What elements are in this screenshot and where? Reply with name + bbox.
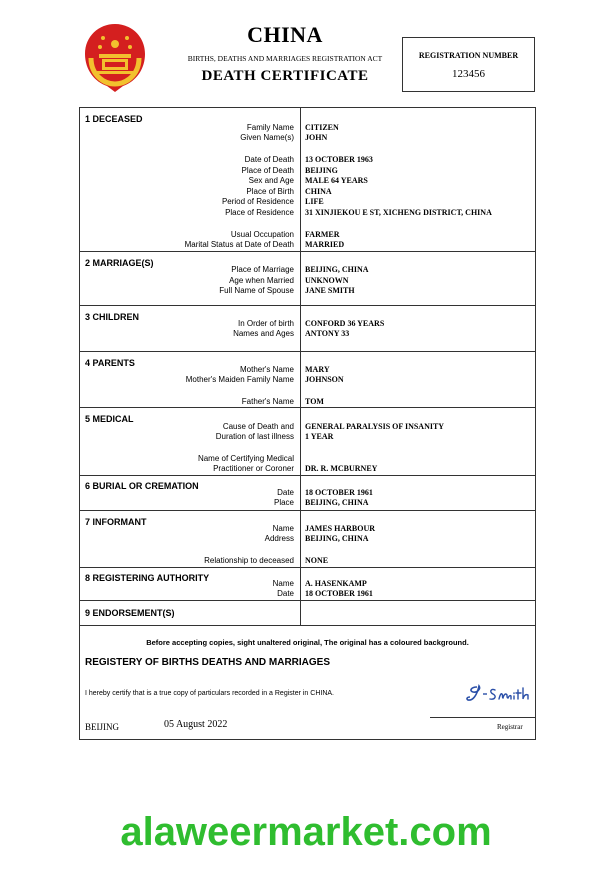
- field-value: BEIJING, CHINA: [305, 534, 369, 543]
- field-value: MARY: [305, 365, 330, 374]
- field-value: 13 OCTOBER 1963: [305, 155, 373, 164]
- field-row: [80, 497, 535, 508]
- field-label: Family Name: [246, 123, 294, 132]
- field-label: Given Name(s): [240, 133, 294, 142]
- registrar-label: Registrar: [497, 723, 523, 731]
- field-value: CITIZEN: [305, 123, 339, 132]
- field-value: BEIJING, CHINA: [305, 265, 369, 274]
- field-row: [80, 264, 535, 275]
- section-endorsements: [80, 601, 535, 626]
- field-label: Date: [277, 589, 294, 598]
- field-row: [80, 374, 535, 385]
- field-value: CONFORD 36 YEARS: [305, 319, 385, 328]
- field-value: DR. R. MCBURNEY: [305, 464, 378, 473]
- field-row: [80, 175, 535, 186]
- website-watermark: alaweermarket.com: [120, 810, 492, 854]
- field-label: Place of Birth: [246, 187, 294, 196]
- field-label: Father's Name: [241, 397, 294, 406]
- field-label: Usual Occupation: [230, 230, 294, 239]
- field-label: Name: [272, 524, 294, 533]
- field-value: 18 OCTOBER 1961: [305, 589, 373, 598]
- field-value: BEIJING, CHINA: [305, 498, 369, 507]
- issue-date: 05 August 2022: [164, 719, 228, 730]
- section-title: 3 CHILDREN: [85, 312, 140, 322]
- field-row: [80, 154, 535, 165]
- field-value: JOHN: [305, 133, 328, 142]
- section-deceased: [80, 108, 535, 252]
- section-title: 6 BURIAL OR CREMATION: [85, 481, 199, 491]
- field-value: TOM: [305, 397, 324, 406]
- field-row: [80, 396, 535, 407]
- field-label: Name of Certifying Medical: [197, 454, 294, 463]
- field-label: Names and Ages: [233, 329, 294, 338]
- field-label: Mother's Name: [240, 365, 294, 374]
- copy-notice: Before accepting copies, sight unaltered original, The original has a coloured background.: [146, 638, 469, 647]
- registration-number-box: [402, 37, 535, 92]
- field-label: Age when Married: [229, 276, 294, 285]
- section-title: 7 INFORMANT: [85, 517, 147, 527]
- field-label: Full Name of Spouse: [219, 286, 294, 295]
- field-row: [80, 463, 535, 474]
- field-label: Date: [277, 488, 294, 497]
- field-row: [80, 555, 535, 566]
- registration-number: 123456: [452, 68, 485, 80]
- field-value: ANTONY 33: [305, 329, 350, 338]
- section-title: 9 ENDORSEMENT(S): [85, 608, 175, 618]
- field-row: [80, 431, 535, 442]
- field-label: Mother's Maiden Family Name: [185, 375, 294, 384]
- field-value: MALE 64 YEARS: [305, 176, 368, 185]
- section-title: 4 PARENTS: [85, 358, 135, 368]
- field-row: [80, 239, 535, 250]
- section-burial: [80, 476, 535, 511]
- field-value: 1 YEAR: [305, 432, 334, 441]
- field-label: In Order of birth: [237, 319, 294, 328]
- field-row: [80, 533, 535, 544]
- field-row: [80, 588, 535, 599]
- field-label: Sex and Age: [248, 176, 294, 185]
- section-medical: [80, 408, 535, 476]
- field-label: Marital Status at Date of Death: [184, 240, 294, 249]
- section-parents: [80, 352, 535, 408]
- field-value: MARRIED: [305, 240, 345, 249]
- field-value: FARMER: [305, 230, 340, 239]
- field-value: 18 OCTOBER 1961: [305, 488, 373, 497]
- field-value: BEIJING: [305, 166, 338, 175]
- section-registering-authority: [80, 568, 535, 601]
- issue-place: BEIJING: [85, 722, 119, 732]
- field-label: Practitioner or Coroner: [213, 464, 294, 473]
- field-row: [80, 132, 535, 143]
- field-value: UNKNOWN: [305, 276, 349, 285]
- section-informant: [80, 511, 535, 568]
- section-title: 5 MEDICAL: [85, 414, 134, 424]
- field-row: [80, 285, 535, 296]
- section-title: 8 REGISTERING AUTHORITY: [85, 573, 210, 583]
- section-title: 2 MARRIAGE(S): [85, 258, 154, 268]
- field-label: Place of Residence: [225, 208, 294, 217]
- field-label: Name: [272, 579, 294, 588]
- section-marriages: [80, 252, 535, 306]
- section-children: [80, 306, 535, 352]
- certification-statement: I hereby certify that is a true copy of particulars recorded in a Register in CHINA.: [85, 690, 334, 697]
- section-title: 1 DECEASED: [85, 114, 143, 124]
- registrar-signature-icon: [465, 681, 535, 705]
- field-label: Place of Marriage: [231, 265, 294, 274]
- field-row: [80, 196, 535, 207]
- field-value: NONE: [305, 556, 329, 565]
- field-value: JOHNSON: [305, 375, 344, 384]
- registration-act: BIRTHS, DEATHS AND MARRIAGES REGISTRATION ACT: [187, 54, 383, 63]
- signature-line: [430, 717, 535, 718]
- field-label: Date of Death: [244, 155, 294, 164]
- field-label: Place of Death: [241, 166, 294, 175]
- field-label: Period of Residence: [221, 197, 294, 206]
- certificate-table: [79, 107, 536, 740]
- field-label: Relationship to deceased: [204, 556, 294, 565]
- field-label: Place: [273, 498, 294, 507]
- field-value: 31 XINJIEKOU E ST, XICHENG DISTRICT, CHINA: [305, 208, 492, 217]
- field-value: CHINA: [305, 187, 332, 196]
- field-value: JAMES HARBOUR: [305, 524, 376, 533]
- field-label: Address: [264, 534, 294, 543]
- certificate-footer: [80, 626, 535, 739]
- registration-number-label: REGISTRATION NUMBER: [418, 51, 519, 60]
- registry-name: REGISTERY OF BIRTHS DEATHS AND MARRIAGES: [85, 657, 331, 668]
- field-row: [80, 207, 535, 218]
- field-value: JANE SMITH: [305, 286, 355, 295]
- field-value: LIFE: [305, 197, 324, 206]
- national-emblem-icon: [83, 22, 147, 94]
- field-label: Cause of Death and: [222, 422, 294, 431]
- field-row: [80, 328, 535, 339]
- field-value: A. HASENKAMP: [305, 579, 367, 588]
- field-label: Duration of last illness: [215, 432, 294, 441]
- document-title: DEATH CERTIFICATE: [201, 68, 369, 84]
- field-value: GENERAL PARALYSIS OF INSANITY: [305, 422, 445, 431]
- country-title: CHINA: [247, 22, 323, 47]
